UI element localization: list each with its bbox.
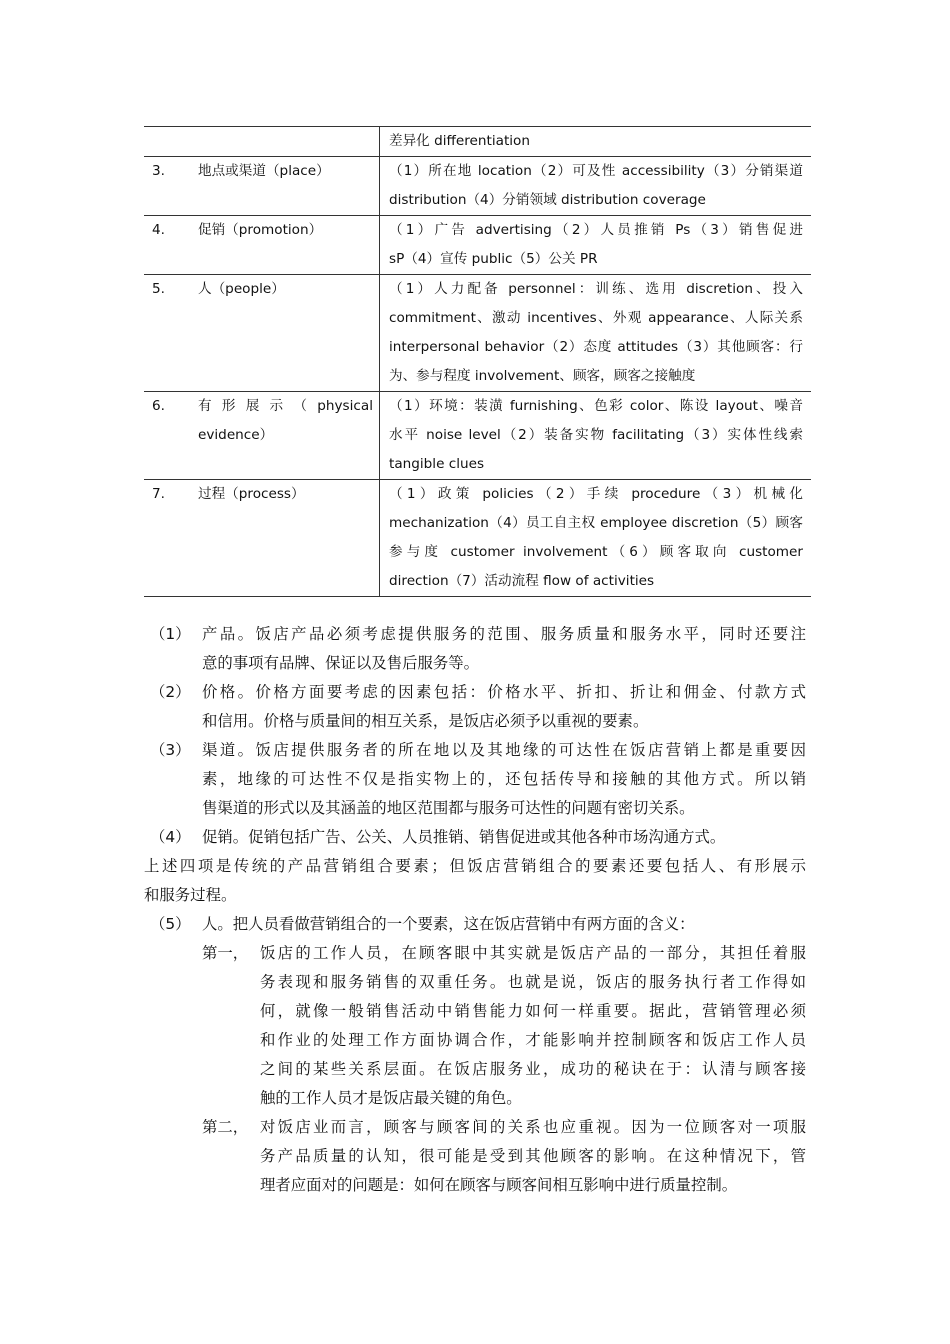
- description-line: direction（7）活动流程 flow of activities: [389, 573, 655, 589]
- row-element-name: [198, 127, 380, 157]
- text-line: 素，地缘的可达性不仅是指实物上的，还包括传导和接触的其他方式。所以销: [202, 770, 806, 788]
- text-line: 人。把人员看做营销组合的一个要素，这在饭店营销中有两方面的含义：: [202, 915, 695, 933]
- text-line: 之间的某些关系层面。在饭店服务业，成功的秘诀在于：认清与顾客接: [260, 1060, 806, 1078]
- row-number: [144, 127, 198, 157]
- text-line: 和作业的处理工作方面协调合作，才能影响并控制顾客和饭店工作人员: [260, 1031, 806, 1049]
- description-line: interpersonal behavior（2）态度 attitudes（3）其他顾客：行: [389, 339, 803, 355]
- table-row: [144, 127, 811, 157]
- text-line: 促销。促销包括广告、公关、人员推销、销售促进或其他各种市场沟通方式。: [202, 828, 726, 846]
- text-line: 何，就像一般销售活动中销售能力如何一样重要。据此，营销管理必须: [260, 1002, 806, 1020]
- name-line: 人（people）: [198, 281, 285, 297]
- row-element-name: [198, 392, 380, 480]
- list-label: （1）: [150, 625, 191, 643]
- row-number: 3.: [144, 157, 198, 216]
- description-line: （1）广告 advertising（2）人员推销 Ps（3）销售促进: [389, 222, 803, 238]
- summary-paragraph: [144, 852, 806, 910]
- text-line: 务产品质量的认知，很可能是受到其他顾客的影响。在这种情况下，管: [260, 1147, 806, 1165]
- name-line: 地点或渠道（place）: [198, 163, 330, 179]
- table-row: [144, 275, 811, 392]
- description-line: （1）所在地 location（2）可及性 accessibility（3）分销渠道: [389, 163, 803, 179]
- table-row: [144, 157, 811, 216]
- sub-label: 第一，: [202, 944, 249, 962]
- row-description: [380, 275, 812, 392]
- name-line: 促销（promotion）: [198, 222, 323, 238]
- list-label: （2）: [150, 683, 191, 701]
- row-element-name: [198, 157, 380, 216]
- row-element-name: [198, 275, 380, 392]
- list-label: （4）: [150, 828, 191, 846]
- sub-label: 第二，: [202, 1118, 249, 1136]
- description-line: 水平 noise level（2）装备实物 facilitating（3）实体性线索: [389, 427, 803, 443]
- list-item-channel: [144, 736, 806, 823]
- text-line: 对饭店业而言，顾客与顾客间的关系也应重视。因为一位顾客对一项服: [260, 1118, 806, 1136]
- description-line: 为、参与程度 involvement、顾客，顾客之接触度: [389, 368, 696, 384]
- text-line: 售渠道的形式以及其涵盖的地区范围都与服务可达性的问题有密切关系。: [202, 799, 695, 817]
- description-line: mechanization（4）员工自主权 employee discretion（5）顾客: [389, 515, 803, 531]
- description-line: commitment、激动 incentives、外观 appearance、人际关系: [389, 310, 803, 326]
- list-label: （5）: [150, 915, 191, 933]
- name-line: evidence）: [198, 427, 274, 443]
- row-description: [380, 480, 812, 597]
- body-text: [144, 620, 806, 1200]
- text-line: 务表现和服务销售的双重任务。也就是说，饭店的服务执行者工作得如: [260, 973, 806, 991]
- table-row: [144, 216, 811, 275]
- row-description: [380, 216, 812, 275]
- list-item-people: [144, 910, 806, 939]
- list-item-promotion: [144, 823, 806, 852]
- row-number: 6.: [144, 392, 198, 480]
- list-item-price: [144, 678, 806, 736]
- text-line: 渠道。饭店提供服务者的所在地以及其地缘的可达性在饭店营销上都是重要因: [202, 741, 806, 759]
- description-line: （1）人力配备 personnel：训练、选用 discretion、投入: [389, 281, 803, 297]
- row-number: 4.: [144, 216, 198, 275]
- row-element-name: [198, 216, 380, 275]
- text-line: 饭店的工作人员，在顾客眼中其实就是饭店产品的一部分，其担任着服: [260, 944, 806, 962]
- description-line: tangible clues: [389, 456, 485, 472]
- description-line: （1）政策 policies（2）手续 procedure（3）机械化: [389, 486, 803, 502]
- description-line: 差异化 differentiation: [389, 133, 530, 149]
- text-line: 触的工作人员才是饭店最关键的角色。: [260, 1089, 522, 1107]
- text-line: 和信用。价格与质量间的相互关系，是饭店必须予以重视的要素。: [202, 712, 649, 730]
- description-line: distribution（4）分销领域 distribution coverage: [389, 192, 706, 208]
- table-row: [144, 392, 811, 480]
- row-description: [380, 157, 812, 216]
- sub-item-second: [144, 1113, 806, 1200]
- sub-item-first: [144, 939, 806, 1113]
- text-line: 产品。饭店产品必须考虑提供服务的范围、服务质量和服务水平，同时还要注: [202, 625, 806, 643]
- text-line: 上述四项是传统的产品营销组合要素；但饭店营销组合的要素还要包括人、有形展示: [144, 857, 806, 875]
- marketing-mix-table: [144, 126, 811, 597]
- text-line: 意的事项有品牌、保证以及售后服务等。: [202, 654, 480, 672]
- description-line: 参与度 customer involvement（6）顾客取向 customer: [389, 544, 803, 560]
- row-number: 7.: [144, 480, 198, 597]
- text-line: 理者应面对的问题是：如何在顾客与顾客间相互影响中进行质量控制。: [260, 1176, 738, 1194]
- row-description: [380, 127, 812, 157]
- text-line: 价格。价格方面要考虑的因素包括：价格水平、折扣、折让和佣金、付款方式: [202, 683, 806, 701]
- name-line: 有形展示（physical: [198, 398, 373, 414]
- row-description: [380, 392, 812, 480]
- list-label: （3）: [150, 741, 191, 759]
- name-line: 过程（process）: [198, 486, 305, 502]
- description-line: （1）环境：装潢 furnishing、色彩 color、陈设 layout、噪音: [389, 398, 803, 414]
- row-element-name: [198, 480, 380, 597]
- list-item-product: [144, 620, 806, 678]
- row-number: 5.: [144, 275, 198, 392]
- text-line: 和服务过程。: [144, 886, 237, 904]
- table-row: [144, 480, 811, 597]
- description-line: sP（4）宣传 public（5）公关 PR: [389, 251, 598, 267]
